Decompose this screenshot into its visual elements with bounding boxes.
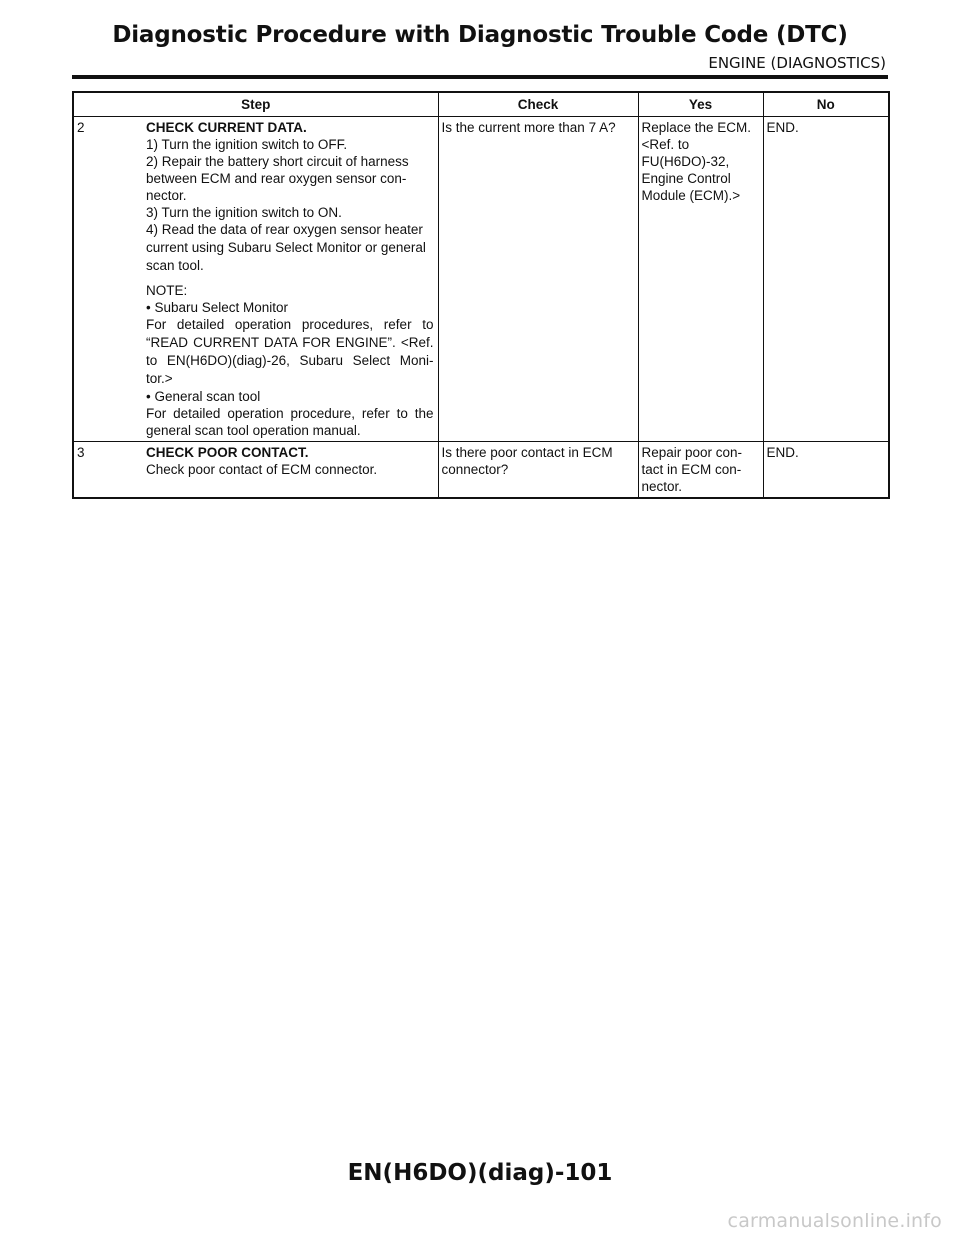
no-cell: END. [763,442,889,499]
step-title: CHECK POOR CONTACT. [146,445,309,460]
note-label: NOTE: [146,283,188,298]
note-bullet: • Subaru Select Monitor [146,300,289,315]
yes-cell: Replace the ECM. <Ref. to FU(H6DO)-32, Engine Control Module (ECM).> [638,117,763,442]
note-text: For detailed operation procedure, refer to the general scan tool operation manual. [146,406,434,438]
step-instruction: 4) Read the data of rear oxygen sensor heater current using Subaru Select Monitor or general scan tool. [146,222,426,273]
page-title: Diagnostic Procedure with Diagnostic Trouble Code (DTC) [112,22,848,48]
step-instruction: 1) Turn the ignition switch to OFF. [146,137,348,152]
page-number: EN(H6DO)(diag)-101 [347,1160,613,1186]
column-header-step: Step [73,92,438,117]
table-row [73,117,889,442]
watermark: carmanualsonline.info [727,1210,942,1232]
step-instruction: 2) Repair the battery short circuit of harness between ECM and rear oxygen sensor con-nector. [146,154,409,203]
table-row [73,442,889,499]
diagnostic-table [72,91,890,499]
column-header-check: Check [438,92,638,117]
section-title: ENGINE (DIAGNOSTICS) [708,54,886,72]
step-instruction: Check poor contact of ECM connector. [146,462,378,477]
no-cell: END. [763,117,889,442]
step-number: 2 [77,120,85,135]
check-cell: Is the current more than 7 A? [438,117,638,442]
column-header-no: No [763,92,889,117]
note-bullet: • General scan tool [146,389,261,404]
column-header-yes: Yes [638,92,763,117]
table-header-row [73,92,889,117]
header-rule [72,75,888,79]
step-cell [73,117,438,442]
yes-cell: Repair poor con-tact in ECM con-nector. [638,442,763,499]
check-cell: Is there poor contact in ECM connector? [438,442,638,499]
step-cell [73,442,438,499]
step-instruction: 3) Turn the ignition switch to ON. [146,205,342,220]
note-text: For detailed operation procedures, refer to “READ CURRENT DATA FOR ENGINE”. <Ref. to EN(H6DO)(diag)-26, Subaru Select Moni-tor.> [146,317,434,386]
step-title: CHECK CURRENT DATA. [146,120,307,135]
step-number: 3 [77,445,85,460]
